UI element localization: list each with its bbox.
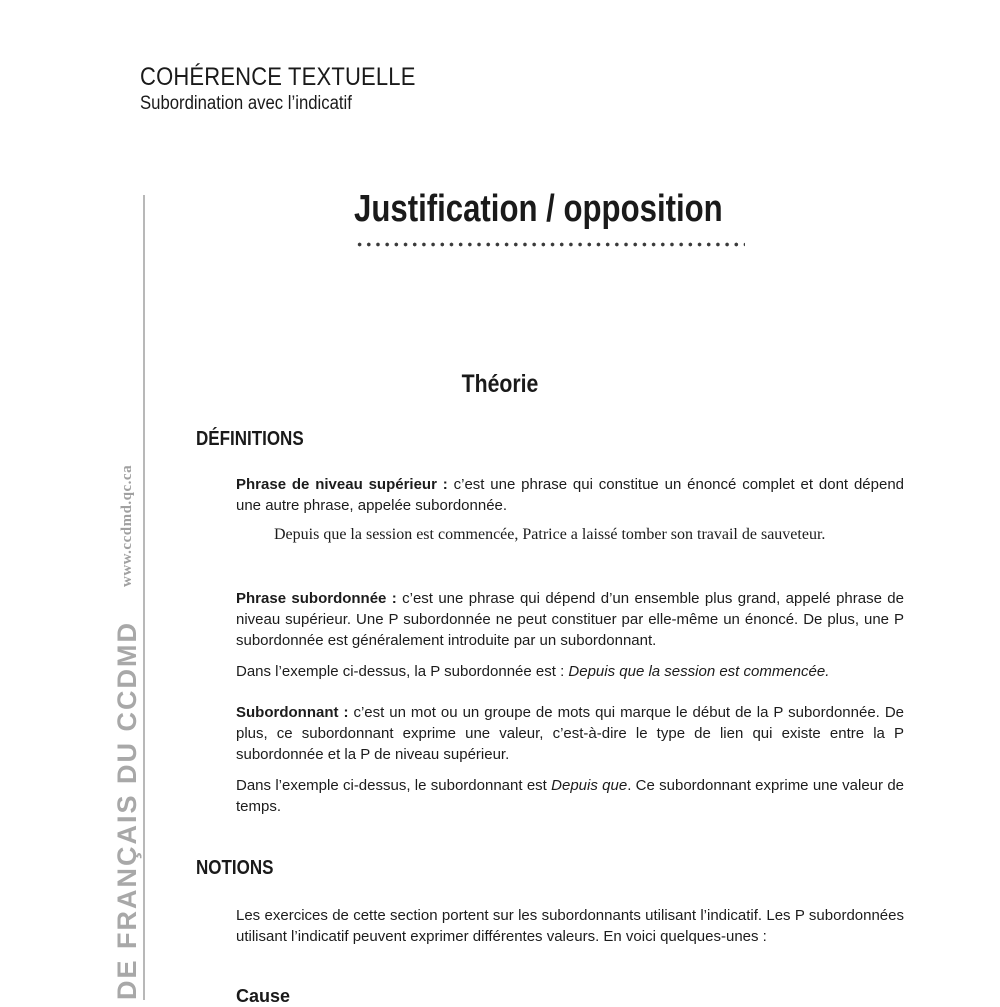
definitions-heading: DÉFINITIONS <box>196 428 304 450</box>
definition-text: c’est un mot ou un groupe de mots qui marque le début de la P subordonnée. De plus, ce subordonnant exprime une valeur, c’est-à-dire le type de lien qui existe entre la P subordonnée et la P de niveau supérieur. <box>236 704 904 763</box>
notions-paragraph: Les exercices de cette section portent sur les subordonnants utilisant l’indicatif. Les P subordonnées utilisant l’indicatif peuvent exprimer différentes valeurs. En voici quelques-unes : <box>236 907 904 945</box>
sidebar-publisher-text: DE FRANÇAIS DU CCDMD <box>112 621 142 1000</box>
notions-heading: NOTIONS <box>196 857 274 879</box>
margin-rule <box>143 195 145 1000</box>
definition-phrase-niveau-superieur <box>236 474 904 516</box>
subordonnant-example-note <box>236 775 904 817</box>
definition-text: c’est une phrase qui constitue un énoncé complet et dont dépend une autre phrase, appelée subordonnée. <box>236 476 904 514</box>
sidebar-vertical-text <box>112 464 143 1000</box>
definition-phrase-subordonnee <box>236 588 904 651</box>
term-subordonnant: Subordonnant : <box>236 704 349 721</box>
header-title: COHÉRENCE TEXTUELLE <box>140 63 416 91</box>
example-sentence: Depuis que la session est commencée, Patrice a laissé tomber son travail de sauveteur. <box>274 526 826 543</box>
section-title: Théorie <box>461 370 539 398</box>
note-lead: Dans l’exemple ci-dessus, la P subordonnée est : <box>236 663 569 680</box>
note-italic: Depuis que la session est commencée. <box>568 663 830 680</box>
definition-subordonnant <box>236 702 904 765</box>
note-lead: Dans l’exemple ci-dessus, le subordonnant est <box>236 777 552 794</box>
note-italic: Depuis que <box>551 777 628 794</box>
note-tail: . Ce subordonnant exprime une valeur de temps. <box>236 777 905 815</box>
subordonnee-example-note <box>236 661 904 682</box>
sidebar-url: www.ccdmd.qc.ca <box>119 464 135 587</box>
definition-text: c’est une phrase qui dépend d’un ensemble plus grand, appelé phrase de niveau supérieur. Une P subordonnée ne peut constituer par elle-même un énoncé. De plus, une P subordonnée est généralement introduite par un subordonnant. <box>236 590 904 649</box>
header-subtitle: Subordination avec l’indicatif <box>140 93 352 114</box>
title-dotted-underline <box>355 242 745 247</box>
page-header <box>140 62 453 116</box>
cause-heading: Cause <box>236 986 291 1006</box>
page-title: Justification / opposition <box>354 188 723 230</box>
term-phrase-niveau-superieur: Phrase de niveau supérieur : <box>236 476 448 493</box>
term-phrase-subordonnee: Phrase subordonnée : <box>236 590 397 607</box>
